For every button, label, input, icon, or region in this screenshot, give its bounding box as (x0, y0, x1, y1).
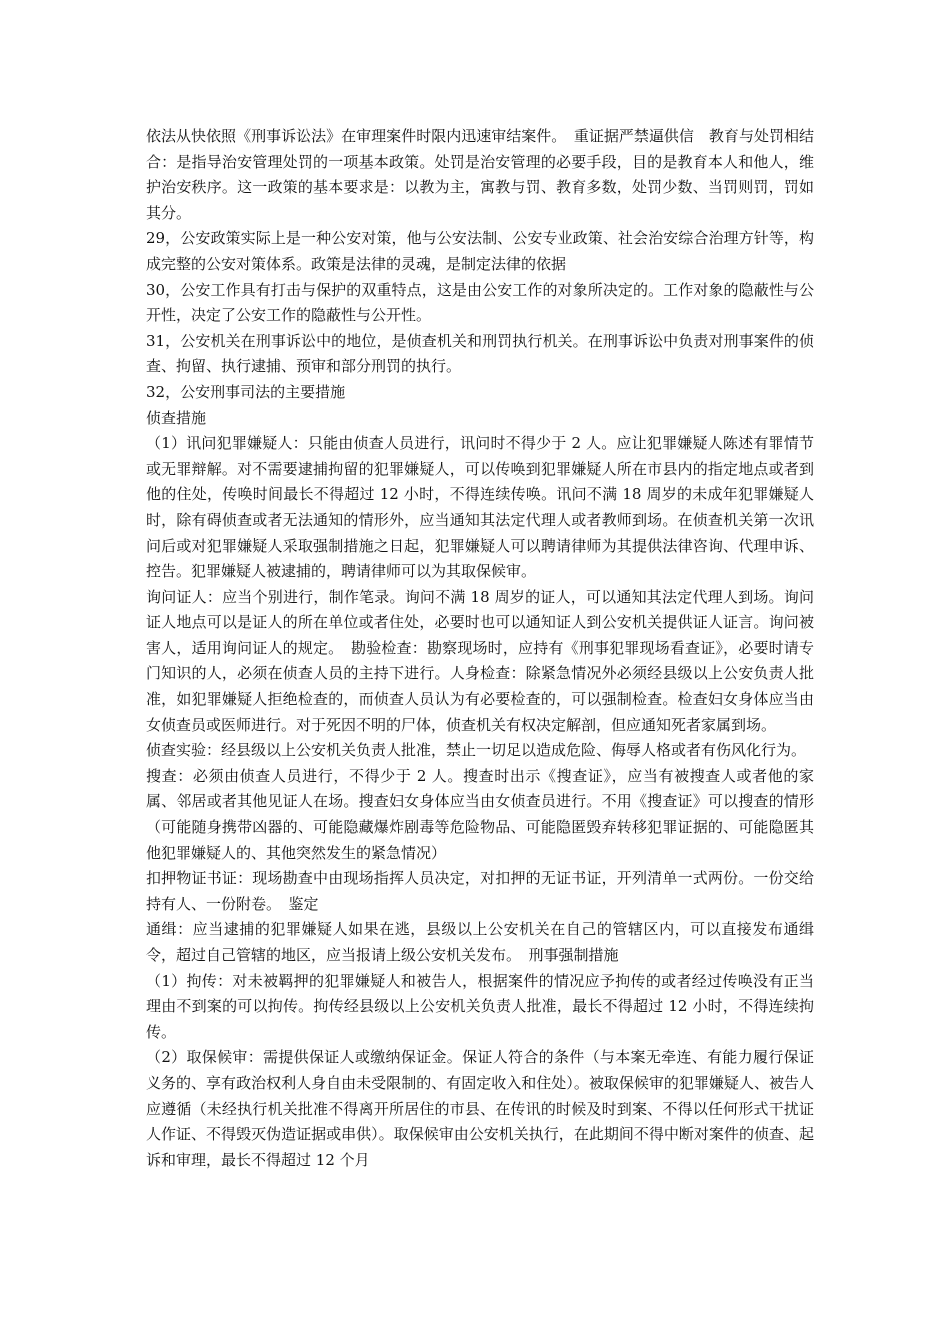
document-body (146, 124, 814, 1173)
section-heading-investigation: 侦查措施 (146, 408, 207, 427)
paragraph-30: 30，公安工作具有打击与保护的双重特点，这是由公安工作的对象所决定的。工作对象的隐蔽性与公开性，决定了公安工作的隐蔽性与公开性。 (146, 280, 814, 325)
paragraph-summons: （1）拘传：对未被羁押的犯罪嫌疑人和被告人，根据案件的情况应予拘传的或者经过传唤没有正当理由不到案的可以拘传。拘传经县级以上公安机关负责人批准，最长不得超过 12 小时，不得连续拘传。 (146, 971, 814, 1041)
paragraph-seizure: 扣押物证书证：现场勘查中由现场指挥人员决定，对扣押的无证书证，开列清单一式两份。一份交给持有人、一份附卷。 鉴定 (146, 869, 814, 913)
paragraph-intro: 依法从快依照《刑事诉讼法》在审理案件时限内迅速审结案件。 重证据严禁逼供信 教育与处罚相结合：是指导治安管理处罚的一项基本政策。处罚是治安管理的必要手段，目的是教育本人和他人，维护治安秩序。这一政策的基本要求是：以教为主，寓教与罚、教育多数，处罚少数、当罚则罚，罚如其分。 (146, 127, 814, 222)
paragraph-32-heading: 32，公安刑事司法的主要措施 (146, 382, 346, 401)
paragraph-wanted-notice: 通缉：应当逮捕的犯罪嫌疑人如果在逃，县级以上公安机关在自己的管辖区内，可以直接发布通缉令，超过自己管辖的地区，应当报请上级公安机关发布。 刑事强制措施 (146, 920, 814, 964)
paragraph-31: 31，公安机关在刑事诉讼中的地位，是侦查机关和刑罚执行机关。在刑事诉讼中负责对刑事案件的侦查、拘留、执行逮捕、预审和部分刑罚的执行。 (146, 331, 814, 376)
paragraph-search: 搜查：必须由侦查人员进行，不得少于 2 人。搜查时出示《搜查证》，应当有被搜查人或者他的家属、邻居或者其他见证人在场。搜查妇女身体应当由女侦查员进行。不用《搜查证》可以搜查的情形（可能随身携带凶器的、可能隐藏爆炸剧毒等危险物品、可能隐匿毁弃转移犯罪证据的、可能隐匿其他犯罪嫌疑人的、其他突然发生的紧急情况） (146, 766, 814, 862)
paragraph-witness-inquiry: 询问证人：应当个别进行，制作笔录。询问不满 18 周岁的证人，可以通知其法定代理人到场。询问证人地点可以是证人的所在单位或者住处，必要时也可以通知证人到公安机关提供证人证言。询问被害人，适用询问证人的规定。 勘验检查：勘察现场时，应持有《刑事犯罪现场看查证》，必要时请专门知识的人，必须在侦查人员的主持下进行。人身检查：除紧急情况外必须经县级以上公安负责人批准，如犯罪嫌疑人拒绝检查的，而侦查人员认为有必要检查的，可以强制检查。检查妇女身体应当由女侦查员或医师进行。对于死因不明的尸体，侦查机关有权决定解剖，但应通知死者家属到场。 (146, 587, 814, 734)
paragraph-interrogation: （1）讯问犯罪嫌疑人：只能由侦查人员进行，讯问时不得少于 2 人。应让犯罪嫌疑人陈述有罪情节或无罪辩解。对不需要逮捕拘留的犯罪嫌疑人，可以传唤到犯罪嫌疑人所在市县内的指定地点或者到他的住处，传唤时间最长不得超过 12 小时，不得连续传唤。讯问不满 18 周岁的未成年犯罪嫌疑人时，除有碍侦查或者无法通知的情形外，应当通知其法定代理人或者教师到场。在侦查机关第一次讯问后或对犯罪嫌疑人采取强制措施之日起，犯罪嫌疑人可以聘请律师为其提供法律咨询、代理申诉、控告。犯罪嫌疑人被逮捕的，聘请律师可以为其取保候审。 (146, 434, 814, 581)
paragraph-29: 29，公安政策实际上是一种公安对策，他与公安法制、公安专业政策、社会治安综合治理方针等，构成完整的公安对策体系。政策是法律的灵魂，是制定法律的依据 (146, 229, 814, 273)
paragraph-bail: （2）取保候审：需提供保证人或缴纳保证金。保证人符合的条件（与本案无牵连、有能力履行保证义务的、享有政治权利人身自由未受限制的、有固定收入和住处）。被取保候审的犯罪嫌疑人、被告人应遵循（未经执行机关批准不得离开所居住的市县、在传讯的时候及时到案、不得以任何形式干扰证人作证、不得毁灭伪造证据或串供）。取保候审由公安机关执行，在此期间不得中断对案件的侦查、起诉和审理，最长不得超过 12 个月 (146, 1048, 814, 1169)
paragraph-investigative-experiment: 侦查实验：经县级以上公安机关负责人批准，禁止一切足以造成危险、侮辱人格或者有伤风化行为。 (146, 741, 807, 760)
